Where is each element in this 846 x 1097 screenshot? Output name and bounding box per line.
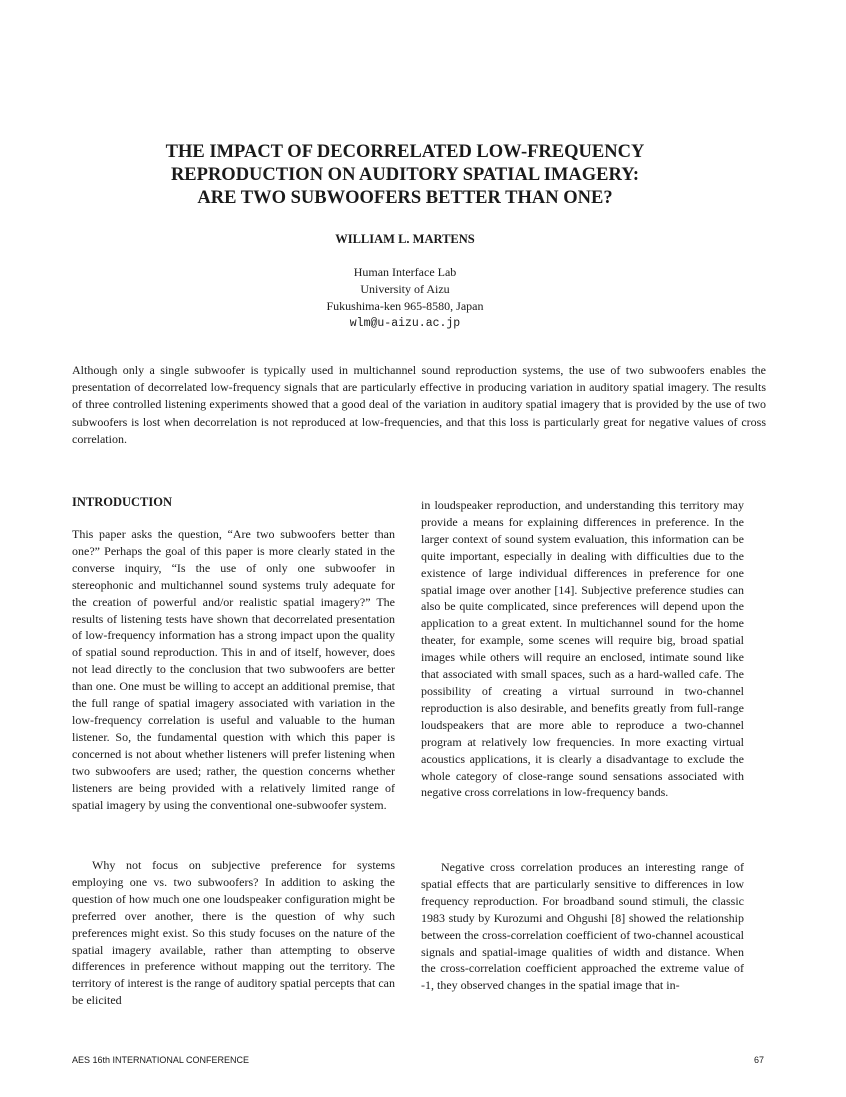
affiliation-lab: Human Interface Lab <box>353 265 457 279</box>
title-line: THE IMPACT OF DECORRELATED LOW-FREQUENCY <box>165 142 645 162</box>
body-paragraph: This paper asks the question, “Are two subwoofers better than one?” Perhaps the goal of this paper is more clearly stated in the converse inquiry, “Is the use of only one subwoofer in stereophonic and multichannel sound systems truly adequate for the creation of powerful and/or realistic spatial imagery?” The results of listening tests have shown that decorrelated presentation of low-frequency information has a strong impact upon the quality of spatial sound reproduction. This in and of itself, however, does not lead directly to the conclusion that two subwoofers are better than one. One must be willing to accept an additional premise, that the full range of spatial imagery associated with variation in the low-frequency correlation is useful and valuable to the human listener. So, the fundamental question with which this paper is concerned is not about whether listeners will prefer listening when two subwoofers are used; rather, the question concerns whether listeners are being provided with a relatively limited range of spatial imagery by using the conventional one-subwoofer system. <box>72 527 395 812</box>
abstract: Although only a single subwoofer is typically used in multichannel sound reproduction systems, the use of two subwoofers enables the presentation of decorrelated low-frequency signals that are particularly effective in producing variation in auditory spatial imagery. The results of three controlled listening experiments showed that a good deal of the variation in auditory spatial imagery that is provided by the use of two subwoofers is lost when decorrelation is not reproduced at low-frequencies, and that this loss is particularly great for negative values of cross correlation. <box>72 363 766 446</box>
title-line: ARE TWO SUBWOOFERS BETTER THAN ONE? <box>197 188 613 208</box>
body-paragraph: Negative cross correlation produces an interesting range of spatial effects that are particularly sensitive to differences in low frequency reproduction. For broadband sound stimuli, the classic 1983 study by Kurozumi and Ohgushi [8] showed the relationship between the cross-correlation coefficient of two-channel acoustical signals and spatial-image qualities of width and distance. When the cross-correlation coefficient approached the extreme value of -1, they observed changes in the spatial image that in- <box>421 860 744 993</box>
author-name: WILLIAM L. MARTENS <box>335 232 475 246</box>
right-column-paragraph-2 <box>421 859 744 994</box>
affiliation-block <box>200 264 610 332</box>
affiliation-university: University of Aizu <box>360 282 450 296</box>
left-column-paragraph-2 <box>72 857 395 1009</box>
section-heading-introduction: INTRODUCTION <box>72 495 173 509</box>
paper-title <box>100 141 710 210</box>
body-paragraph: Why not focus on subjective preference for systems employing one vs. two subwoofers? In addition to asking the question of how much one one loudspeaker configuration might be preferred over another, there is the question of why such preferences might exist. So this study focuses on the nature of the spatial imagery available, rather than attempting to observe differences in preference without mapping out the territory. The territory of interest is the range of auditory spatial percepts that can be elicited <box>72 858 395 1008</box>
footer-conference: AES 16th INTERNATIONAL CONFERENCE <box>72 1055 250 1065</box>
right-column-paragraph-1 <box>421 497 744 801</box>
author-email: wlm@u-aizu.ac.jp <box>349 317 461 330</box>
affiliation-address: Fukushima-ken 965-8580, Japan <box>326 299 484 313</box>
body-paragraph: in loudspeaker reproduction, and understanding this territory may provide a means for explaining differences in preference. In the larger context of sound system evaluation, this information can be quite important, especially in dealing with difficulties due to the existence of large individual differences in preference for one spatial image over another [14]. Subjective preference studies can also be quite complicated, since preferences will depend upon the application to a great extent. In multichannel sound for the home theater, for example, some scenes will require big, broad spatial images while others will require an enclosed, intimate sound like that associated with small spaces, such as a hard-walled cafe. The possibility of creating a virtual surround in two-channel reproduction is also desirable, and benefits greatly from full-range loudspeakers that are more able to reproduce a two-channel program at relatively low frequencies. In more exacting virtual acoustics applications, it is clearly a disadvantage to exclude the whole category of close-range sound sensations associated with negative cross correlations in low-frequency bands. <box>421 498 744 800</box>
footer-page-number: 67 <box>753 1055 764 1065</box>
title-line: REPRODUCTION ON AUDITORY SPATIAL IMAGERY: <box>170 165 640 185</box>
left-column-paragraph-1 <box>72 526 395 813</box>
